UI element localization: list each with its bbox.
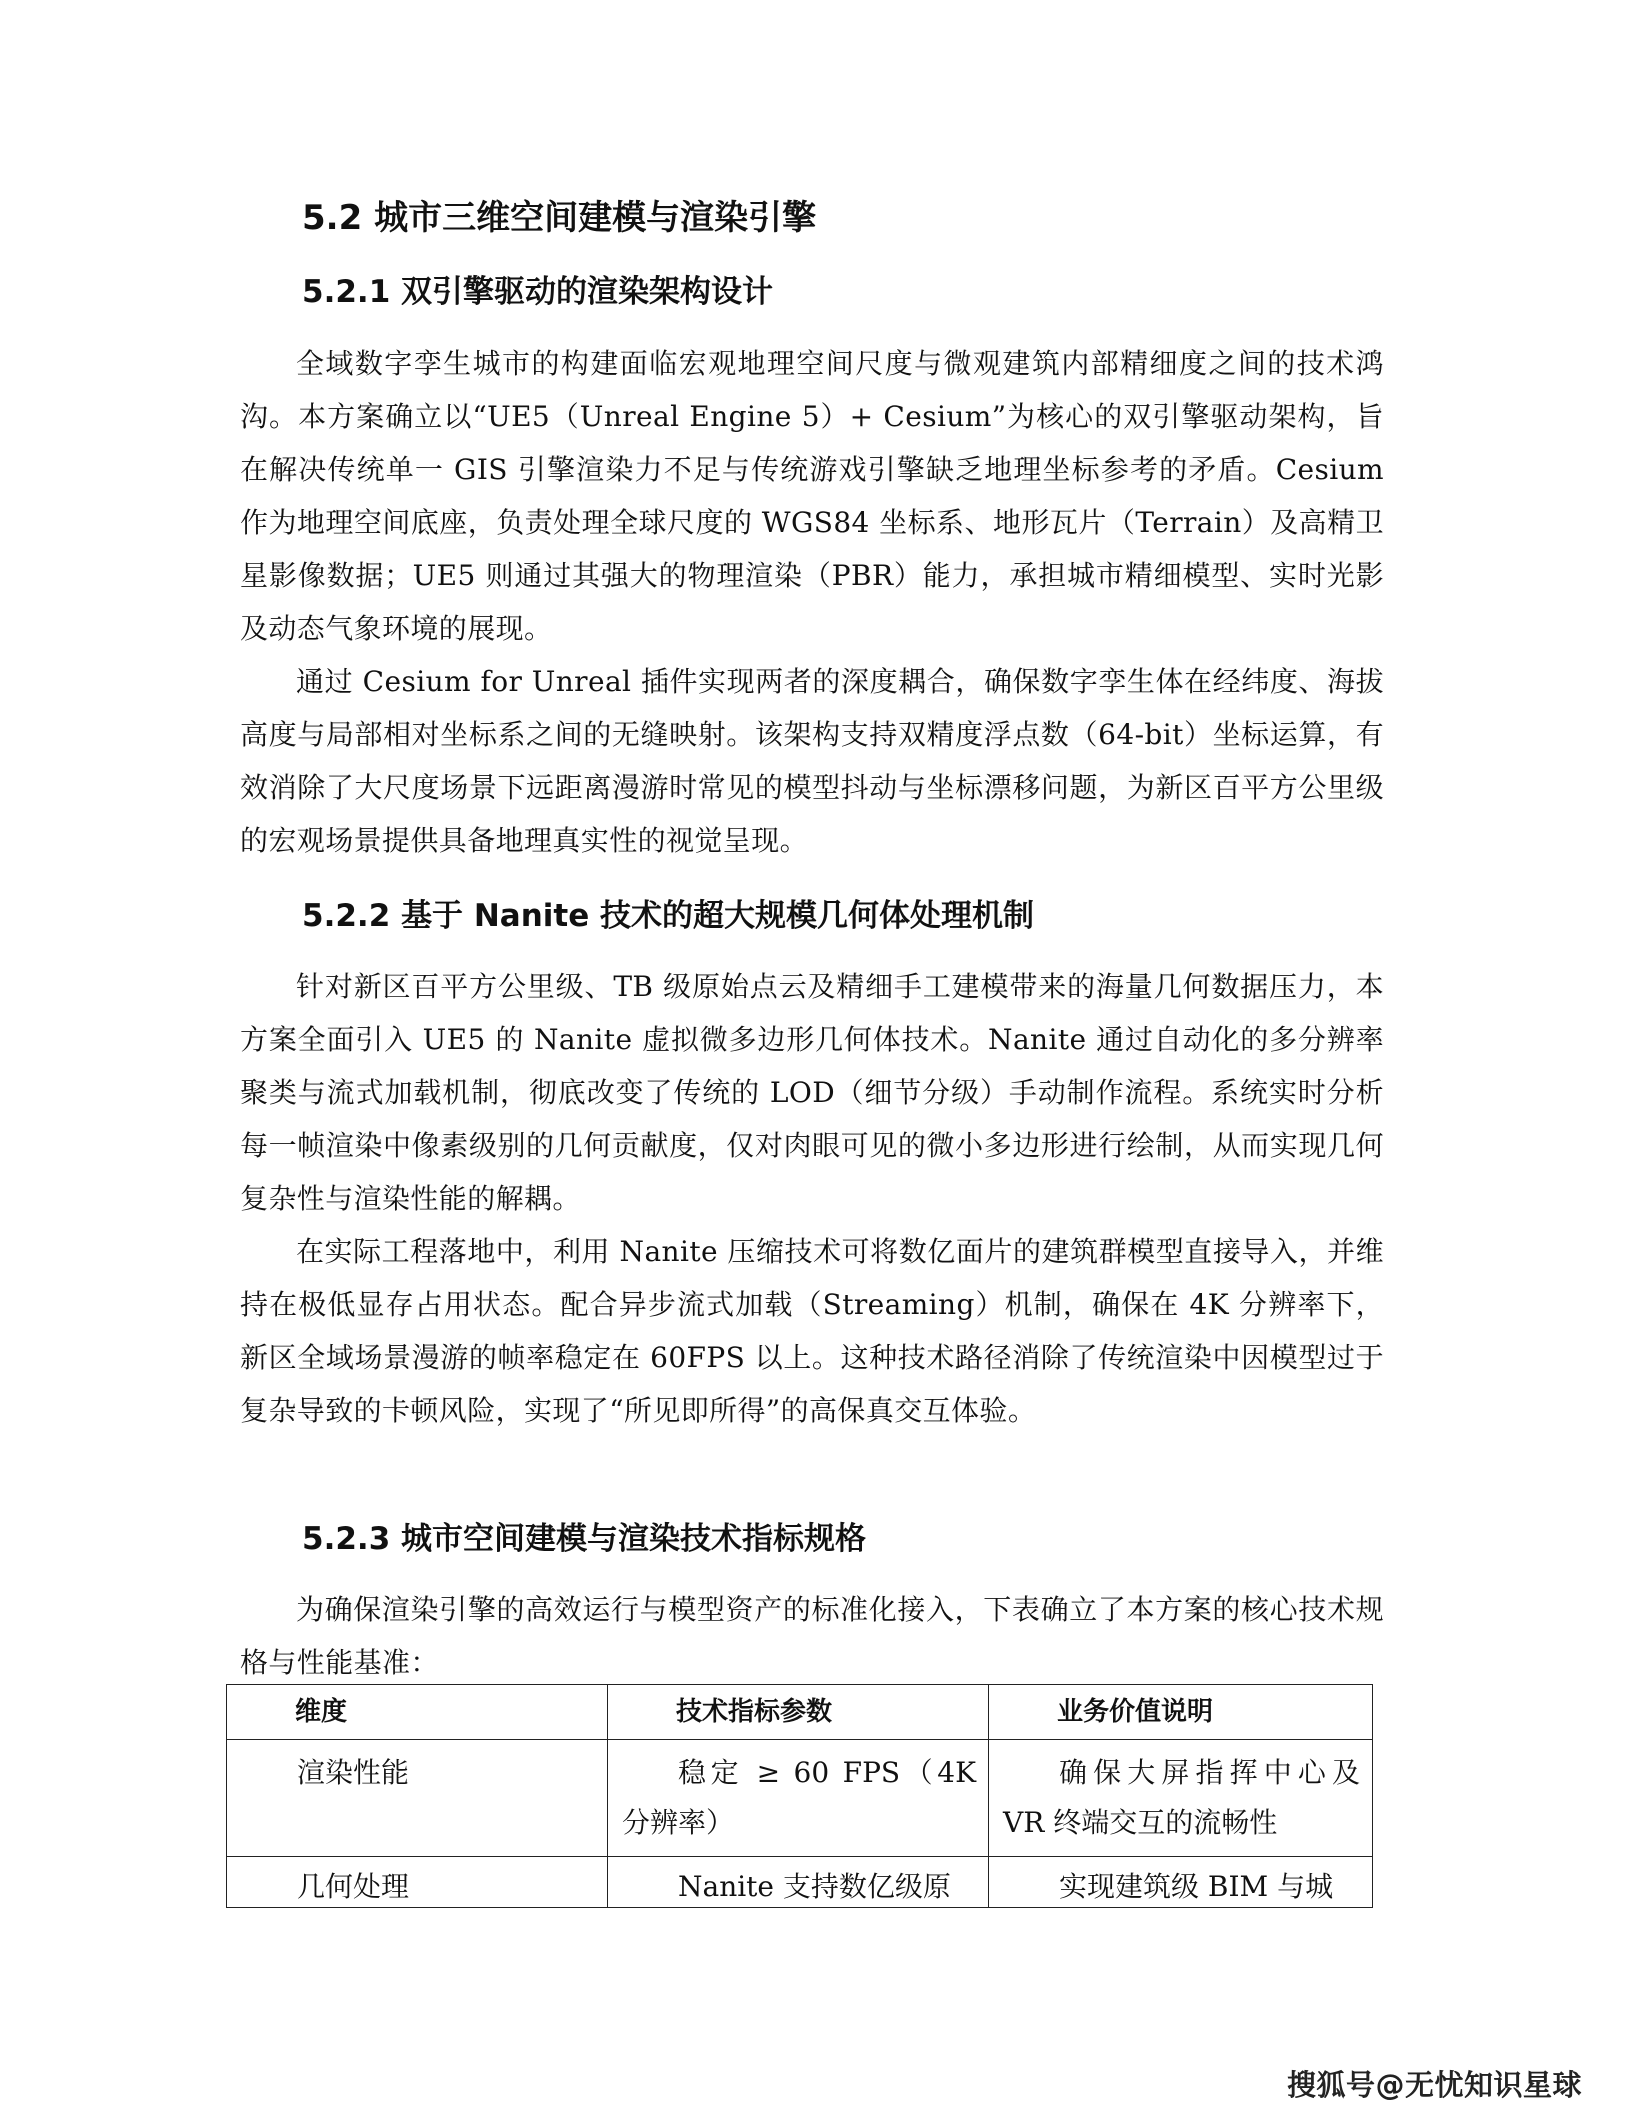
- table-cell: 实现建筑级 BIM 与城: [989, 1857, 1373, 1908]
- table-header-cell: 技术指标参数: [608, 1685, 989, 1740]
- table-cell: 几何处理: [227, 1857, 608, 1908]
- table-row: [227, 1857, 1373, 1908]
- paragraph: 为确保渲染引擎的高效运行与模型资产的标准化接入，下表确立了本方案的核心技术规格与性能基准：: [240, 1593, 1384, 1679]
- subsection-title-5-2-3: 5.2.3 城市空间建模与渲染技术指标规格: [302, 1521, 867, 1557]
- subsection-title-5-2-1: 5.2.1 双引擎驱动的渲染架构设计: [302, 274, 774, 310]
- table-header-cell: 维度: [227, 1685, 608, 1740]
- table-cell: 确保大屏指挥中心及 VR 终端交互的流畅性: [989, 1740, 1373, 1857]
- table-cell: Nanite 支持数亿级原: [608, 1857, 989, 1908]
- watermark: 搜狐号@无忧知识星球: [1286, 2068, 1582, 2102]
- section-title: 5.2 城市三维空间建模与渲染引擎: [302, 198, 817, 238]
- paragraph: 通过 Cesium for Unreal 插件实现两者的深度耦合，确保数字孪生体在经纬度、海拔高度与局部相对坐标系之间的无缝映射。该架构支持双精度浮点数（64-bit）坐标运算，有效消除了大尺度场景下远距离漫游时常见的模型抖动与坐标漂移问题，为新区百平方公里级的宏观场景提供具备地理真实性的视觉呈现。: [240, 665, 1384, 857]
- table-header-cell: 业务价值说明: [989, 1685, 1373, 1740]
- spec-table: [226, 1684, 1373, 1908]
- subsection-title-5-2-2: 5.2.2 基于 Nanite 技术的超大规模几何体处理机制: [302, 898, 1035, 934]
- paragraph: 针对新区百平方公里级、TB 级原始点云及精细手工建模带来的海量几何数据压力，本方案全面引入 UE5 的 Nanite 虚拟微多边形几何体技术。Nanite 通过自动化的多分辨率聚类与流式加载机制，彻底改变了传统的 LOD（细节分级）手动制作流程。系统实时分析每一帧渲染中像素级别的几何贡献度，仅对肉眼可见的微小多边形进行绘制，从而实现几何复杂性与渲染性能的解耦。: [240, 970, 1384, 1215]
- paragraph: 在实际工程落地中，利用 Nanite 压缩技术可将数亿面片的建筑群模型直接导入，并维持在极低显存占用状态。配合异步流式加载（Streaming）机制，确保在 4K 分辨率下，新区全域场景漫游的帧率稳定在 60FPS 以上。这种技术路径消除了传统渲染中因模型过于复杂导致的卡顿风险，实现了“所见即所得”的高保真交互体验。: [240, 1235, 1384, 1427]
- table-cell: 渲染性能: [227, 1740, 608, 1857]
- paragraph: 全域数字孪生城市的构建面临宏观地理空间尺度与微观建筑内部精细度之间的技术鸿沟。本方案确立以“UE5（Unreal Engine 5）+ Cesium”为核心的双引擎驱动架构，旨在解决传统单一 GIS 引擎渲染力不足与传统游戏引擎缺乏地理坐标参考的矛盾。Cesium 作为地理空间底座，负责处理全球尺度的 WGS84 坐标系、地形瓦片（Terrain）及高精卫星影像数据；UE5 则通过其强大的物理渲染（PBR）能力，承担城市精细模型、实时光影及动态气象环境的展现。: [240, 347, 1384, 645]
- table-row: [227, 1740, 1373, 1857]
- table-cell: 稳定 ≥ 60 FPS（4K 分辨率）: [608, 1740, 989, 1857]
- table-header-row: [227, 1685, 1373, 1740]
